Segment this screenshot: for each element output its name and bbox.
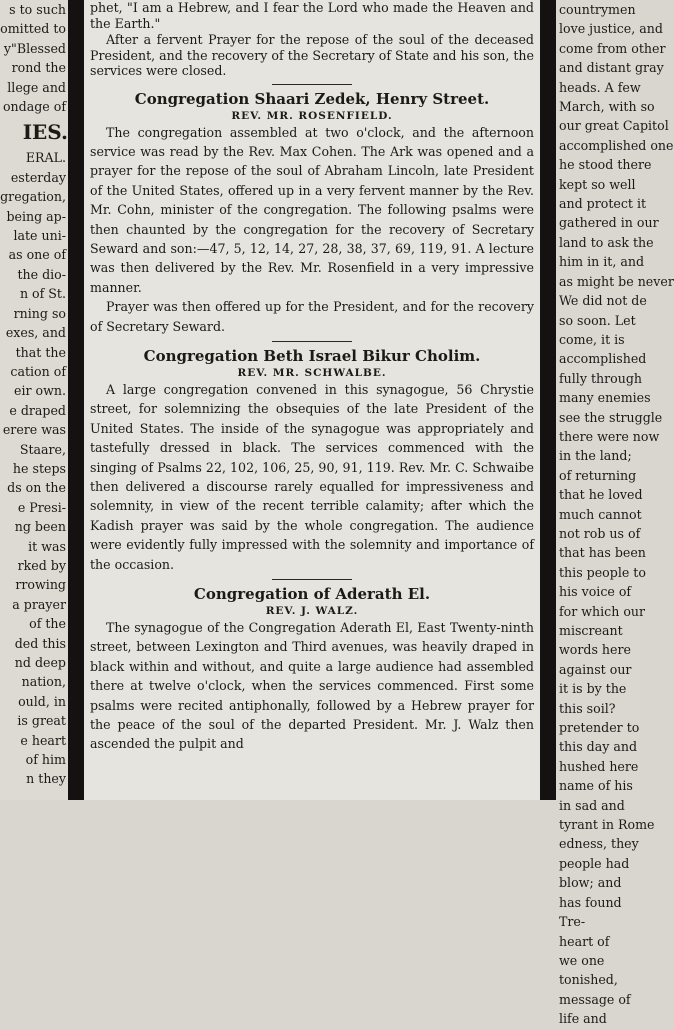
section-heading: Congregation of Aderath El.	[193, 585, 431, 604]
column-text-line: esterday	[10, 169, 66, 185]
column-text-line: n of St.	[19, 286, 66, 302]
column-text-line: land to ask the	[559, 234, 654, 250]
column-text-line: llege and	[7, 79, 66, 95]
intro-paragraph: After a fervent Prayer for the repose of the soul of the deceased President, and the recovery of the Secretary of State and his son, the services were closed.	[90, 32, 534, 78]
column-text-line: rrowing	[15, 577, 66, 593]
column-text-line: blow; and	[559, 875, 622, 891]
column-text-line: see the struggle	[559, 409, 663, 425]
column-text-line: exes, and	[5, 325, 66, 341]
column-text-line: e Presi-	[17, 499, 66, 515]
right-column-fragment	[556, 0, 674, 1027]
column-text-line: pretender to	[559, 720, 640, 736]
column-text-line: not rob us of	[559, 525, 641, 541]
column-text-line: cation of	[10, 363, 66, 379]
column-text-line: has found	[559, 894, 622, 910]
column-text-line: love justice, and	[559, 21, 663, 37]
section-minister: REV. MR. SCHWALBE.	[237, 366, 387, 379]
column-text-line: of him	[25, 752, 66, 768]
column-text-line: gregation,	[0, 189, 66, 205]
column-text-line: nd deep	[14, 655, 66, 670]
column-text-line: this soil?	[559, 700, 616, 716]
column-text-line: late uni-	[13, 228, 66, 244]
column-text-line: ondage of	[2, 99, 66, 115]
section-paragraph: A large congregation convened in this synagogue, 56 Chrystie street, for solemnizing the obsequies of the late President of the United States. The inside of the synagogue was appropriately and tastefully dressed in black. The services commenced with the singing of Psalms 22, 102, 106, 25, 90, 91, 119. Rev. Mr. C. Schwaibe then delivered a discourse rarely equalled for impressiveness and solemnity, in view of the recent terrible calamity; after which the Kadish prayer was said by the whole congregation. The audience were evidently fully impressed with the solemnity and importance of the occasion.	[90, 381, 534, 572]
left-column-fragment	[0, 0, 68, 800]
column-text-line: life and	[559, 1011, 607, 1027]
column-text-line: is great	[17, 713, 66, 729]
column-text-line: there were now	[559, 428, 660, 444]
column-text-line: e heart	[20, 732, 66, 748]
column-text-line: and protect it	[559, 196, 647, 212]
column-text-line: many enemies	[559, 390, 651, 406]
column-text-line: we one	[559, 952, 605, 968]
column-text-line: as one of	[8, 247, 66, 263]
section-heading: Congregation Shaari Zedek, Henry Street.	[134, 89, 490, 108]
left-column-top-lines	[0, 0, 68, 116]
column-text-line: him in it, and	[559, 254, 645, 270]
column-text-line: come from other	[559, 40, 666, 56]
column-text-line: he stood there	[559, 157, 652, 173]
column-text-line: message of	[559, 991, 631, 1007]
column-text-line: much cannot	[559, 506, 642, 522]
left-column-heading: IES.	[22, 120, 68, 145]
column-text-line: hushed here	[559, 758, 639, 774]
column-text-line: heads. A few	[559, 79, 641, 95]
column-text-line: it was	[28, 538, 66, 554]
column-text-line: it is by the	[559, 681, 627, 697]
column-text-line: tyrant in Rome	[559, 817, 655, 833]
main-article-column	[84, 0, 540, 800]
column-text-line: miscreant	[559, 623, 623, 638]
section-paragraph: Prayer was then offered up for the President, and for the recovery of Secretary Seward.	[90, 299, 534, 334]
column-text-line: being ap-	[6, 208, 66, 224]
section-separator	[272, 84, 352, 85]
column-text-line: kept so well	[559, 176, 636, 192]
column-text-line: countrymen	[559, 2, 636, 17]
section-minister: REV. J. WALZ.	[265, 605, 359, 618]
column-text-line: the dio-	[17, 266, 66, 282]
column-text-line: in the land;	[559, 448, 632, 464]
column-text-line: that has been	[559, 545, 646, 561]
column-text-line: his voice of	[559, 584, 632, 600]
column-text-line: this day and	[559, 739, 638, 755]
section-minister: REV. MR. ROSENFIELD.	[231, 109, 393, 122]
column-text-line: heart of	[559, 933, 610, 949]
column-text-line: gathered in our	[559, 215, 659, 231]
section-separator	[272, 341, 352, 342]
column-text-line: so soon. Let	[559, 312, 636, 328]
column-text-line: words here	[559, 642, 631, 658]
left-column-bottom-lines	[0, 148, 68, 788]
right-column-lines	[556, 0, 674, 1029]
column-text-line: name of his	[559, 778, 633, 794]
column-text-line: of the	[29, 616, 66, 632]
column-text-line: We did not de	[559, 293, 647, 309]
column-text-line: accomplished	[559, 351, 647, 367]
column-text-line: come, it is	[559, 331, 625, 347]
column-text-line: eir own.	[14, 383, 66, 399]
column-text-line: accomplished one	[559, 137, 674, 153]
column-text-line: ng been	[14, 519, 66, 535]
column-text-line: March, with so	[559, 99, 655, 115]
section-separator	[272, 579, 352, 580]
column-text-line: people had	[559, 855, 630, 871]
column-text-line: that the	[15, 344, 66, 360]
column-text-line: against our	[559, 661, 632, 677]
column-text-line: that he loved	[559, 487, 643, 503]
column-text-line: this people to	[559, 564, 646, 580]
column-text-line: in sad and	[559, 797, 625, 813]
column-text-line: ould, in	[18, 693, 66, 709]
column-text-line: a prayer	[12, 596, 66, 612]
column-text-line: of returning	[559, 467, 637, 483]
column-text-line: ERAL.	[25, 150, 66, 166]
column-text-line: our great Capitol	[559, 118, 669, 134]
column-rule-right	[540, 0, 556, 800]
column-text-line: erere was	[2, 422, 66, 438]
section-paragraph: The synagogue of the Congregation Aderath El, East Twenty-ninth street, between Lexington and Third avenues, was heavily draped in black within and without, and quite a large audience had assembled there at twelve o'clock, when the services commenced. First some psalms were recited antiphonally, followed by a Hebrew prayer for the peace of the soul of the departed President. Mr. J. Walz then ascended the pulpit and	[90, 620, 534, 752]
column-text-line: fully through	[559, 370, 643, 386]
column-rule-left	[68, 0, 84, 800]
section-heading: Congregation Beth Israel Bikur Cholim.	[143, 346, 481, 365]
column-text-line: ds on the	[7, 480, 66, 496]
column-text-line: y"Blessed	[3, 40, 66, 56]
column-text-line: s to such	[9, 2, 66, 17]
column-text-line: n they	[26, 771, 66, 787]
column-text-line: e draped	[9, 402, 66, 418]
column-text-line: for which our	[559, 603, 646, 619]
section-paragraph: The congregation assembled at two o'clock, and the afternoon service was read by the Rev. Max Cohen. The Ark was opened and a prayer for the repose of the soul of Abraham Lincoln, late President of the United States, offered up in a very fervent manner by the Rev. Mr. Cohn, minister of the congregation. The following psalms were then chaunted by the congregation for the recovery of Secretary Seward and son:—47, 5, 12, 14, 27, 28, 38, 37, 69, 119, 91. A lecture was then delivered by the Rev. Mr. Rosenfield in a very impressive manner.	[90, 124, 534, 295]
column-text-line: as might be never	[559, 273, 674, 289]
column-text-line: ded this	[14, 635, 66, 651]
column-text-line: rked by	[17, 557, 66, 573]
intro-top-text: phet, "I am a Hebrew, and I fear the Lord who made the Heaven and the Earth."	[90, 0, 534, 31]
column-text-line: rning so	[13, 305, 66, 321]
column-text-line: edness, they	[559, 836, 639, 852]
column-text-line: nation,	[21, 674, 66, 690]
column-text-line: rond the	[11, 60, 66, 76]
column-text-line: and distant gray	[559, 60, 664, 76]
column-text-line: he steps	[12, 460, 66, 476]
column-text-line: omitted to	[0, 21, 66, 37]
column-text-line: Tre-	[559, 914, 586, 930]
column-text-line: tonished,	[559, 972, 618, 988]
column-text-line: Staare,	[19, 441, 66, 457]
